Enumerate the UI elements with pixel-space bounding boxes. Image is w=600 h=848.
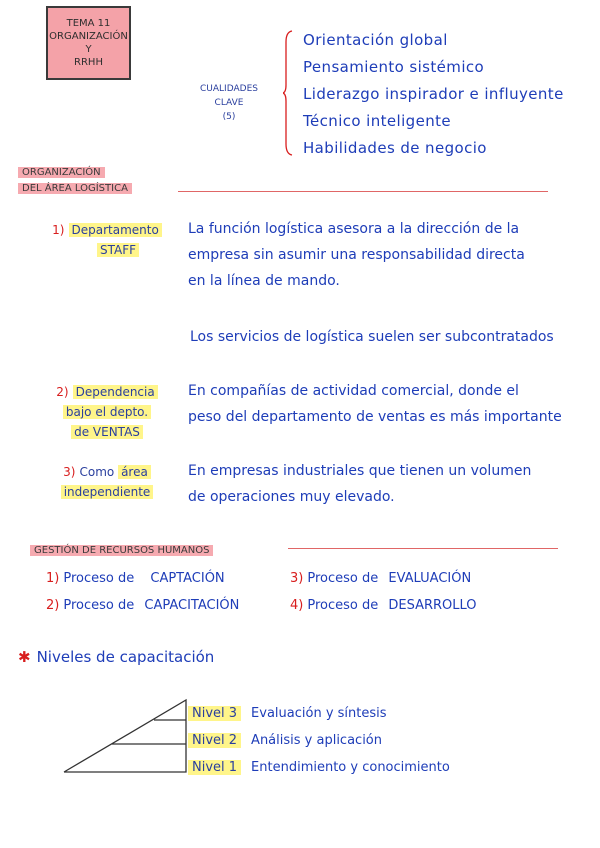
pyramid-diagram	[60, 698, 190, 774]
process-item-1	[46, 566, 225, 592]
qualities-heading-line-2: CLAVE	[214, 98, 244, 108]
text-line: En empresas industriales que tienen un volumen	[188, 463, 532, 479]
qualities-heading-line-1: CUALIDADES	[200, 84, 258, 94]
org-item-1-label	[52, 220, 162, 260]
text-line: En compañías de actividad comercial, donde el	[188, 383, 519, 399]
title-box	[46, 6, 131, 80]
org-item-3-num: 3)	[63, 465, 76, 479]
process-num: 3)	[290, 571, 304, 586]
process-text: Proceso de	[63, 598, 135, 613]
qualities-heading-count: (5)	[222, 112, 236, 122]
process-num: 4)	[290, 598, 304, 613]
org-item-3-label-line-1b: área	[118, 465, 151, 479]
org-item-1-num: 1)	[52, 223, 65, 237]
org-item-3-text	[188, 458, 531, 510]
text-line: de operaciones muy elevado.	[188, 489, 395, 505]
org-item-2-num: 2)	[56, 385, 69, 399]
niveles-title-text: Niveles de capacitación	[36, 648, 215, 666]
org-item-1-label-line-2: STAFF	[97, 243, 139, 257]
org-item-3-label	[56, 462, 158, 502]
process-num: 2)	[46, 598, 60, 613]
process-item-3	[290, 566, 471, 592]
text-line: peso del departamento de ventas es más importante	[188, 409, 562, 425]
level-tag: Nivel 2	[188, 733, 241, 748]
org-item-3-label-line-1: Como	[79, 465, 115, 479]
level-text: Entendimiento y conocimiento	[251, 760, 450, 775]
process-caps: EVALUACIÓN	[388, 571, 472, 586]
quality-item: Liderazgo inspirador e influyente	[303, 85, 564, 103]
org-item-2-label-line-3: de VENTAS	[71, 425, 143, 439]
niveles-title	[18, 648, 214, 666]
org-item-2-text	[188, 378, 562, 430]
level-tag: Nivel 3	[188, 706, 241, 721]
process-caps: DESARROLLO	[388, 598, 477, 613]
level-tag: Nivel 1	[188, 760, 241, 775]
level-text: Análisis y aplicación	[251, 733, 382, 748]
process-caps: CAPACITACIÓN	[144, 598, 240, 613]
title-line-2: ORGANIZACIÓN	[49, 31, 128, 42]
hr-heading-text: GESTIÓN DE RECURSOS HUMANOS	[30, 545, 213, 556]
process-num: 1)	[46, 571, 60, 586]
star-bullet-icon: ✱	[18, 648, 31, 666]
org-section-heading	[18, 166, 132, 196]
title-line-3: Y	[85, 44, 92, 55]
qualities-list	[303, 27, 564, 162]
org-item-3-label-line-2: independiente	[61, 485, 154, 499]
process-text: Proceso de	[63, 571, 135, 586]
hr-section-rule	[288, 548, 558, 549]
brace-icon	[283, 30, 293, 156]
org-heading-line-2: DEL ÁREA LOGÍSTICA	[18, 183, 132, 194]
org-item-1-extra: Los servicios de logística suelen ser subcontratados	[190, 329, 554, 345]
quality-item: Orientación global	[303, 31, 448, 49]
org-item-2-label	[56, 382, 158, 442]
quality-item: Técnico inteligente	[303, 112, 452, 130]
process-text: Proceso de	[307, 571, 379, 586]
process-text: Proceso de	[307, 598, 379, 613]
level-text: Evaluación y síntesis	[251, 706, 387, 721]
org-item-2-label-line-1: Dependencia	[73, 385, 158, 399]
org-item-1-text	[188, 216, 525, 294]
title-line-4: RRHH	[74, 57, 103, 68]
title-line-1: TEMA 11	[66, 18, 111, 29]
org-item-2-label-line-2: bajo el depto.	[63, 405, 151, 419]
qualities-heading	[182, 82, 276, 124]
level-row-2	[188, 731, 382, 751]
process-caps: CAPTACIÓN	[150, 571, 225, 586]
quality-item: Pensamiento sistémico	[303, 58, 485, 76]
process-item-2	[46, 593, 239, 619]
org-section-rule	[178, 191, 548, 192]
process-item-4	[290, 593, 477, 619]
text-line: empresa sin asumir una responsabilidad directa	[188, 247, 525, 263]
org-heading-line-1: ORGANIZACIÓN	[18, 167, 105, 178]
org-item-1-label-line-1: Departamento	[69, 223, 162, 237]
hr-section-heading	[30, 544, 213, 558]
text-line: La función logística asesora a la dirección de la	[188, 221, 520, 237]
level-row-1	[188, 758, 450, 778]
quality-item: Habilidades de negocio	[303, 139, 487, 157]
level-row-3	[188, 704, 387, 724]
text-line: en la línea de mando.	[188, 273, 340, 289]
